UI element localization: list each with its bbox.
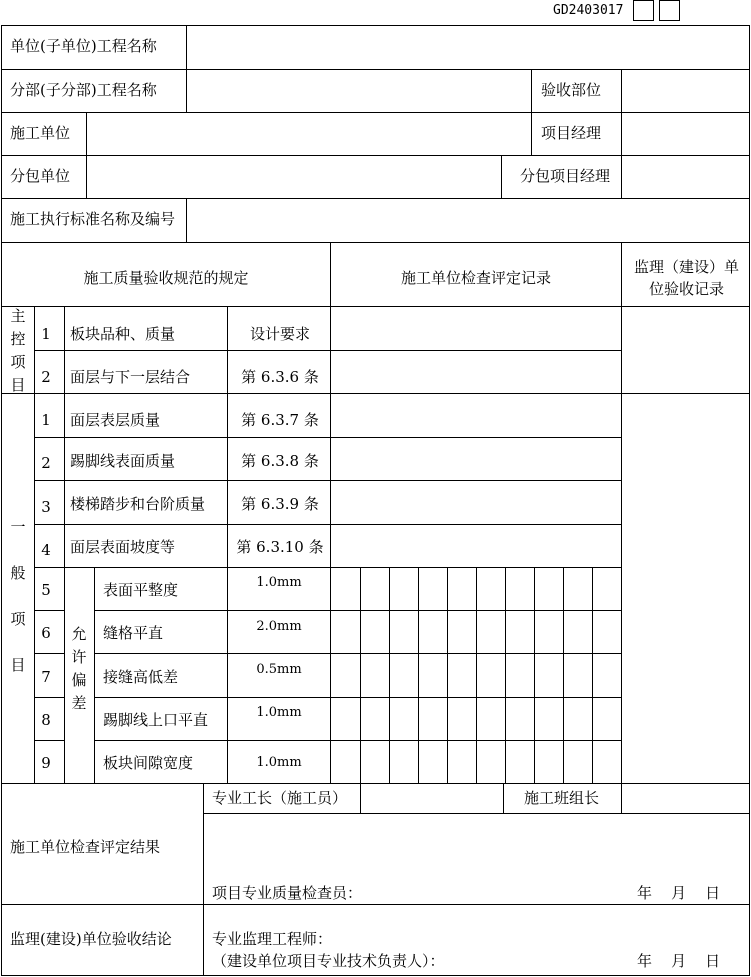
item-number: 9 (41, 754, 51, 772)
item-number: 7 (41, 668, 51, 686)
column-supervision: 监理（建设）单位验收记录 (633, 258, 739, 298)
item-tolerance: 1.0mm (256, 705, 302, 720)
label-inspection-result: 施工单位检查评定结果 (10, 838, 161, 856)
item-tolerance: 1.0mm (256, 755, 302, 770)
document-code: GD2403017 (553, 3, 624, 18)
item-name: 面层表面坡度等 (70, 538, 176, 556)
item-number: 1 (41, 411, 51, 429)
item-number: 4 (41, 541, 51, 559)
column-inspection: 施工单位检查评定记录 (400, 269, 552, 287)
item-name: 板块间隙宽度 (103, 754, 194, 772)
label-supervising-engineer: 专业监理工程师： (212, 930, 333, 948)
item-number: 8 (41, 711, 51, 729)
column-spec: 施工质量验收规范的规定 (83, 269, 249, 287)
item-tolerance: 2.0mm (256, 619, 302, 634)
item-requirement: 第 6.3.8 条 (241, 452, 319, 470)
label-team-leader: 施工班组长 (524, 789, 600, 807)
date-line: 年 月 日 (637, 952, 721, 970)
label-standard: 施工执行标准名称及编号 (10, 210, 176, 228)
item-number: 2 (41, 454, 51, 472)
label-foreman: 专业工长（施工员） (212, 789, 348, 807)
item-name: 踢脚线表面质量 (70, 452, 176, 470)
label-supervision-conclusion: 监理(建设)单位验收结论 (10, 930, 172, 948)
item-tolerance: 0.5mm (256, 662, 302, 677)
item-name: 缝格平直 (103, 624, 164, 642)
item-number: 6 (41, 624, 51, 642)
label-quality-inspector: 项目专业质量检查员： (212, 884, 363, 902)
label-unit-project: 单位(子单位)工程名称 (10, 37, 157, 55)
general-items-label: 一般项目 (10, 518, 26, 674)
item-number: 2 (41, 368, 51, 386)
check-box[interactable] (659, 0, 680, 21)
item-name: 踢脚线上口平直 (103, 711, 209, 729)
item-number: 3 (41, 498, 51, 516)
item-requirement: 第 6.3.6 条 (241, 368, 319, 386)
item-name: 表面平整度 (103, 581, 179, 599)
item-requirement: 第 6.3.7 条 (241, 411, 319, 429)
label-acceptance-part: 验收部位 (541, 81, 602, 99)
item-requirement: 设计要求 (249, 325, 311, 343)
date-line: 年 月 日 (637, 884, 721, 902)
label-subcontract-unit: 分包单位 (10, 167, 71, 185)
check-box[interactable] (633, 0, 654, 21)
item-tolerance: 1.0mm (256, 575, 302, 590)
item-name: 楼梯踏步和台阶质量 (70, 495, 206, 513)
label-sub-project: 分部(子分部)工程名称 (10, 81, 157, 99)
main-items-label: 主控项目 (10, 307, 26, 394)
deviation-label: 允许偏差 (71, 625, 87, 712)
label-project-manager: 项目经理 (541, 124, 602, 142)
item-number: 5 (41, 581, 51, 599)
item-name: 接缝高低差 (103, 668, 179, 686)
label-construction-unit: 施工单位 (10, 124, 71, 142)
item-name: 面层与下一层结合 (70, 368, 191, 386)
item-requirement: 第 6.3.10 条 (236, 538, 324, 556)
label-owner-representative: （建设单位项目专业技术负责人）： (212, 952, 445, 970)
item-requirement: 第 6.3.9 条 (241, 495, 319, 513)
item-name: 板块品种、质量 (70, 325, 176, 343)
item-name: 面层表层质量 (70, 411, 161, 429)
label-subcontract-manager: 分包项目经理 (520, 167, 611, 185)
item-number: 1 (41, 325, 51, 343)
